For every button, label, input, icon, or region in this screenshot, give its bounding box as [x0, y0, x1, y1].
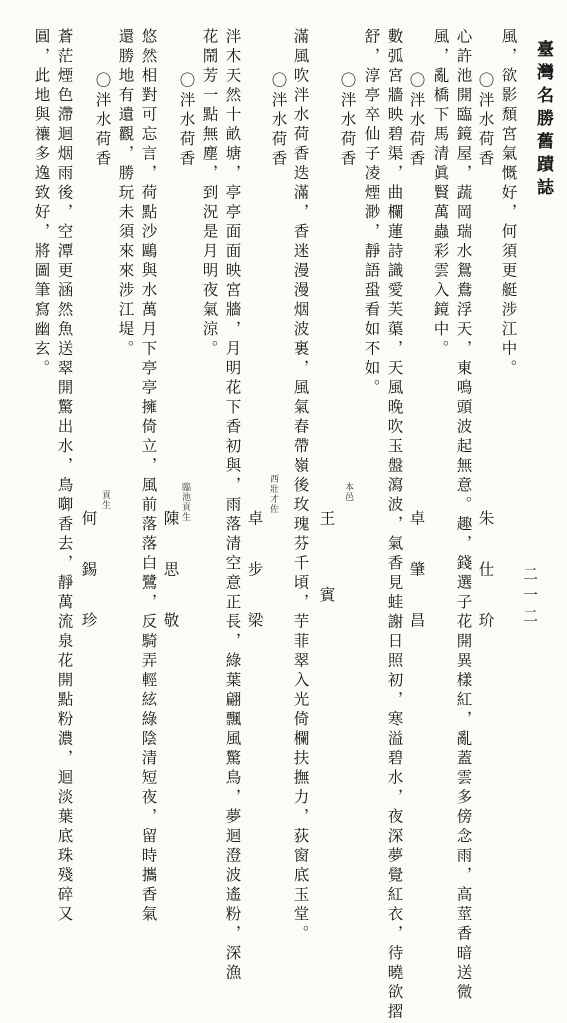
poem-line: 風，亂橋下馬清眞賢萬蟲彩雲入鏡中。 — [431, 28, 450, 360]
author-note: 本邑 — [343, 482, 353, 502]
author-name: 王 賓 — [317, 510, 336, 612]
page-title: 臺灣名勝舊蹟誌 — [533, 40, 553, 201]
poem-line: 滿風吹泮水荷香迭滿，香迷漫漫烟波裏，風氣春帶嶺後玫瑰芬千頃，芋菲翠入光倚欄扶撫力，荻窗底玉堂。 — [291, 28, 310, 945]
poem-line: 悠然相對可忘言，荷點沙鷗與水萬月下亭亭擁倚立，風前落落白鷺，反騎弄輕絃綠陰清短夜，留時攜香氣 — [139, 28, 158, 925]
poem-line: 蒼茫煙色滯迴烟雨後，空潭更涵然魚送翠開驚出水，鳥啣香去，靜萬流泉花開點粉濃，迴淡葉底珠殘碎又 — [55, 28, 74, 925]
poem-heading: 〇泮水荷香 — [476, 72, 495, 170]
poem-line: 心許池開臨鏡屋，蔬岡瑞水鴛鴦浮天，東鳴頭波起無意。趣，錢選子花開異樣紅，亂蓋雲多傍念雨，高莖香暗送微 — [454, 28, 473, 1003]
author-name: 朱 仕 玠 — [476, 510, 495, 638]
author-name: 卓 步 梁 — [245, 510, 264, 638]
author-name: 陳 思 敬 — [161, 510, 180, 638]
poem-line: 舒，淳亭卒仙子凌煙渺，靜語蛩看如不如。 — [362, 28, 381, 399]
poem-line: 花鬧芳一點無塵，到況是月明夜氣涼。 — [200, 28, 219, 360]
poem-heading: 〇泮水荷香 — [93, 72, 112, 170]
poem-heading: 〇泮水荷香 — [177, 72, 196, 170]
author-note: 貢生 — [100, 490, 110, 510]
author-name: 何 錫 珍 — [79, 510, 98, 638]
poem-heading: 〇泮水荷香 — [407, 72, 426, 170]
poem-line: 數弧宮牆映碧渠，曲欄蓮詩識愛芙蕖，天風晚吹玉盤瀉波，氣香見蛙謝日照初，寒溢碧水，夜深夢覺紅衣，待曉欲摺 — [385, 28, 404, 1023]
author-note: 西壯才佐 — [268, 474, 278, 514]
author-name: 卓 肇 昌 — [407, 510, 426, 638]
poem-line: 圓，此地與禳多逸致好，將圖筆寫幽玄。 — [32, 28, 51, 379]
poem-heading: 〇泮水荷香 — [269, 72, 288, 170]
page-number: 二一二 — [521, 566, 539, 629]
poem-line: 還勝地有遺觀，勝玩未須來來涉江堤。 — [116, 28, 135, 360]
poem-heading: 〇泮水荷香 — [338, 72, 357, 170]
author-note: 臨池貢生 — [180, 482, 190, 522]
poem-line: 泮木天然十畝塘，亭亭面面映宮牆，月明花下香初與，雨落清空意正長，綠葉翩飄風驚鳥，夢迴澄波遙粉，深漁 — [223, 28, 242, 984]
poem-line: 風，欲影頹宮氣慨好，何須更艇涉江中。 — [499, 28, 518, 379]
